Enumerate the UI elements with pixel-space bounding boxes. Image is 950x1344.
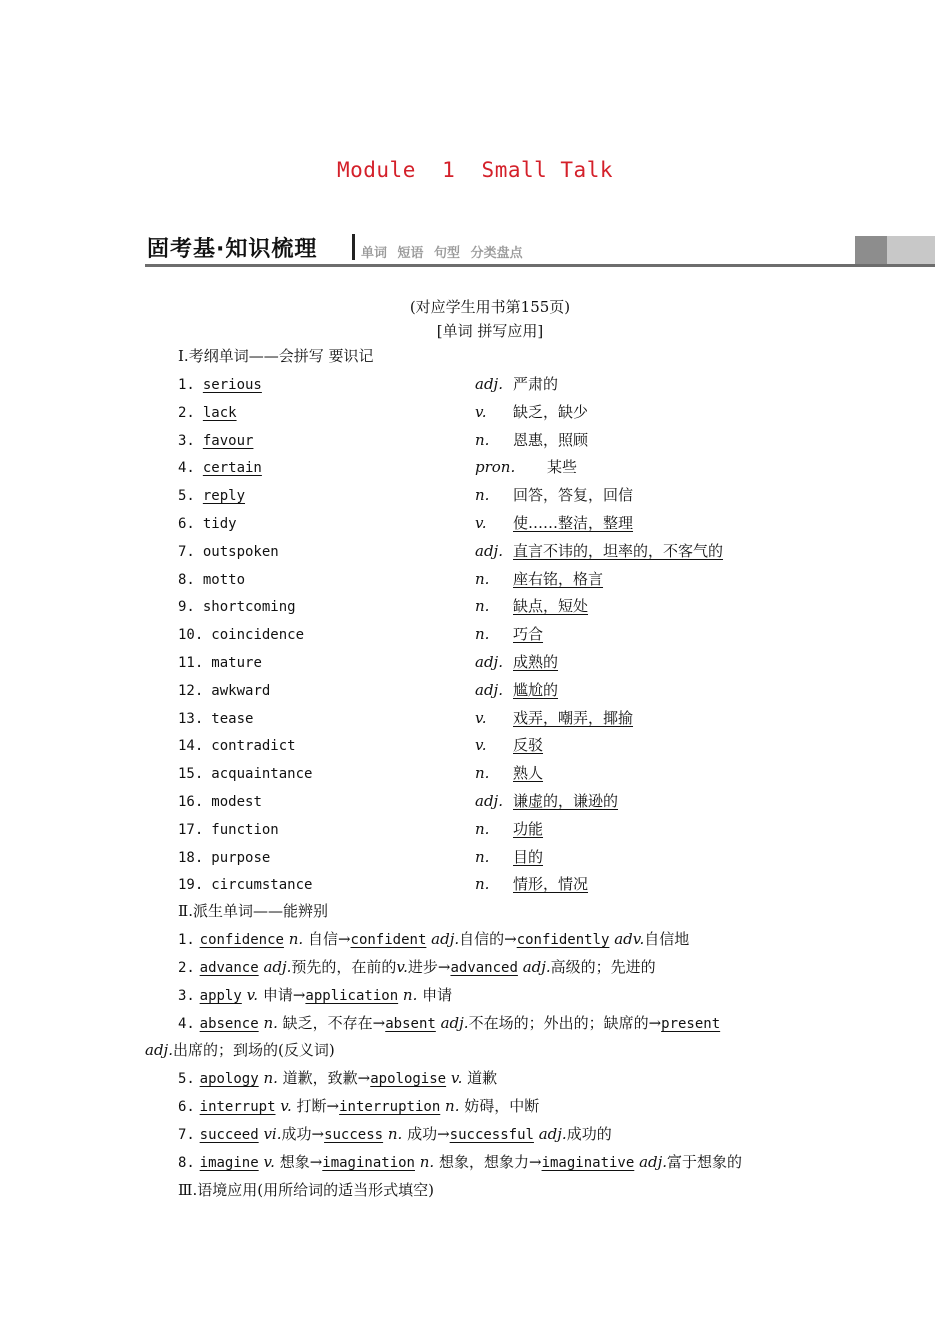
vocab-meaning: 戏弄，嘲弄，揶揄: [513, 708, 634, 727]
vocab-meaning: 某些: [547, 458, 578, 477]
banner-divider: [352, 234, 355, 260]
vocab-pos: n.: [475, 597, 490, 616]
derived-word: successful: [449, 1127, 534, 1143]
vocab-meaning: 恩惠，照顾: [513, 430, 589, 449]
vocab-pos: adj.: [475, 680, 503, 699]
derived-word: application: [305, 988, 399, 1004]
vocab-pos: n.: [475, 847, 490, 866]
vocab-word: function: [211, 821, 279, 838]
vocab-word: shortcoming: [202, 599, 296, 616]
vocab-item: [178, 817, 878, 841]
vocab-meaning: 缺乏，缺少: [513, 402, 589, 421]
vocab-item: [178, 567, 878, 591]
page-reference: (对应学生用书第155页): [409, 298, 571, 316]
vocab-meaning: 使……整洁，整理: [513, 514, 634, 532]
derived-word: advanced: [450, 960, 518, 976]
derived-word: confidence: [199, 932, 284, 948]
vocab-meaning: 功能: [513, 819, 544, 838]
vocab-number: 10.: [178, 627, 204, 644]
vocab-pos: n.: [475, 764, 490, 783]
vocab-pos: n.: [475, 569, 490, 588]
vocab-item: [178, 622, 878, 646]
vocab-word: modest: [211, 794, 262, 810]
banner-block-light: [887, 236, 935, 264]
vocab-number: 2.: [178, 404, 195, 421]
derived-word: apply: [199, 988, 242, 1004]
subsection-title: [单词 拼写应用]: [436, 322, 544, 340]
derived-word: imagination: [322, 1155, 415, 1171]
derived-word: imagine: [199, 1155, 259, 1171]
banner-subtitle: 单词 短语 句型 分类盘点: [361, 246, 523, 261]
vocab-item: [178, 455, 878, 479]
vocab-word: lack: [202, 404, 237, 421]
vocab-number: 7.: [178, 543, 195, 560]
vocab-number: 14.: [178, 738, 204, 755]
derived-line-2: 2. advance adj.预先的，在前的v.进步→advanced adj.高级的；先进的: [178, 958, 656, 976]
derived-word: interruption: [339, 1099, 441, 1115]
vocab-meaning: 直言不讳的，坦率的，不客气的: [513, 541, 724, 560]
vocab-meaning: 成熟的: [513, 653, 559, 671]
vocab-meaning: 熟人: [513, 764, 544, 783]
vocab-word: motto: [202, 571, 246, 588]
derived-line-4-cont: adj.出席的；到场的(反义词): [145, 1041, 335, 1059]
vocab-word: acquaintance: [211, 766, 313, 783]
banner-title: 固考基·知识梳理: [147, 237, 318, 262]
vocab-number: 3.: [178, 432, 195, 449]
vocab-number: 19.: [178, 877, 204, 894]
section1-heading: Ⅰ.考纲单词——会拼写 要识记: [178, 347, 374, 365]
page-title: Module 1 Small Talk: [336, 158, 613, 182]
vocab-word: coincidence: [211, 627, 305, 644]
vocab-item: [178, 678, 878, 702]
vocab-pos: pron.: [475, 458, 516, 477]
derived-line-5: 5. apology n. 道歉，致歉→apologise v. 道歉: [178, 1069, 498, 1087]
vocab-pos: adj.: [475, 653, 503, 671]
vocab-item: [178, 650, 878, 674]
vocab-item: [178, 761, 878, 785]
derived-line-8: 8. imagine v. 想象→imagination n. 想象，想象力→imaginative adj.富于想象的: [178, 1153, 743, 1171]
vocab-word: favour: [202, 432, 254, 449]
vocab-number: 15.: [178, 766, 204, 783]
vocab-pos: v.: [475, 736, 487, 755]
vocab-pos: n.: [475, 819, 490, 838]
vocab-item: [178, 372, 878, 396]
vocab-pos: n.: [475, 430, 490, 449]
vocab-word: mature: [211, 655, 262, 671]
vocab-word: certain: [202, 460, 262, 477]
vocab-word: awkward: [211, 682, 271, 699]
vocab-meaning: 尴尬的: [513, 680, 559, 699]
vocab-meaning: 谦虚的，谦逊的: [513, 792, 619, 810]
derived-word: success: [324, 1127, 384, 1143]
vocab-number: 17.: [178, 821, 204, 838]
vocab-word: circumstance: [211, 877, 313, 894]
vocab-item: [178, 845, 878, 869]
vocab-pos: v.: [475, 402, 487, 421]
derived-line-4: 4. absence n. 缺乏，不存在→absent adj.不在场的；外出的；缺席的→present: [178, 1014, 721, 1032]
section3-heading: Ⅲ.语境应用(用所给词的适当形式填空): [178, 1181, 434, 1199]
vocab-item: [178, 733, 878, 757]
vocab-number: 9.: [178, 599, 195, 616]
section2-heading: Ⅱ.派生单词——能辨别: [178, 902, 328, 920]
vocab-meaning: 情形，情况: [513, 875, 589, 894]
vocab-meaning: 回答，答复，回信: [513, 486, 634, 505]
vocab-pos: n.: [475, 875, 490, 894]
vocab-item: [178, 400, 878, 424]
derived-word: interrupt: [199, 1099, 276, 1115]
vocab-number: 16.: [178, 794, 204, 810]
vocab-item: [178, 483, 878, 507]
vocab-pos: adj.: [475, 541, 503, 560]
vocab-item: [178, 428, 878, 452]
vocab-meaning: 缺点，短处: [513, 597, 589, 616]
derived-word: apologise: [370, 1071, 447, 1087]
derived-line-3: 3. apply v. 申请→application n. 申请: [178, 986, 453, 1004]
derived-word: imaginative: [541, 1155, 635, 1171]
vocab-meaning: 巧合: [513, 625, 544, 644]
vocab-word: purpose: [211, 849, 271, 866]
vocab-word: outspoken: [202, 543, 279, 560]
derived-word: advance: [199, 960, 259, 976]
derived-word: present: [661, 1016, 721, 1032]
vocab-number: 1.: [178, 377, 195, 393]
vocab-pos: v.: [475, 708, 487, 727]
vocab-word: reply: [202, 488, 246, 505]
derived-word: confident: [350, 932, 427, 948]
derived-word: absence: [199, 1016, 259, 1032]
vocab-meaning: 座右铭，格言: [513, 569, 604, 588]
vocab-meaning: 目的: [513, 847, 544, 866]
derived-word: succeed: [199, 1127, 259, 1143]
vocab-number: 4.: [178, 460, 195, 477]
vocab-word: tease: [211, 710, 254, 727]
derived-line-7: 7. succeed vi.成功→success n. 成功→successful adj.成功的: [178, 1125, 612, 1143]
derived-line-6: 6. interrupt v. 打断→interruption n. 妨碍，中断: [178, 1097, 540, 1115]
derived-word: confidently: [516, 932, 610, 948]
vocab-pos: v.: [475, 514, 487, 532]
vocab-item: [178, 539, 878, 563]
derived-word: absent: [385, 1016, 436, 1032]
banner-rule: [145, 264, 935, 267]
vocab-word: serious: [202, 377, 262, 393]
vocab-pos: n.: [475, 486, 490, 505]
vocab-item: [178, 511, 878, 535]
vocab-number: 12.: [178, 682, 204, 699]
vocab-number: 6.: [178, 516, 195, 532]
vocab-number: 8.: [178, 571, 195, 588]
vocab-number: 18.: [178, 849, 204, 866]
derived-line-1: 1. confidence n. 自信→confident adj.自信的→confidently adv.自信地: [178, 930, 690, 948]
vocab-item: [178, 872, 878, 896]
section-banner: [145, 232, 935, 268]
vocab-pos: adj.: [475, 375, 503, 393]
vocab-item: [178, 706, 878, 730]
vocab-item: [178, 789, 878, 813]
vocab-pos: adj.: [475, 792, 503, 810]
banner-block-dark: [855, 236, 887, 264]
vocab-word: contradict: [211, 738, 296, 755]
vocab-meaning: 严肃的: [513, 375, 559, 393]
derived-word: apology: [199, 1071, 259, 1087]
vocab-number: 5.: [178, 488, 195, 505]
vocab-item: [178, 594, 878, 618]
vocab-number: 11.: [178, 655, 204, 671]
vocab-number: 13.: [178, 710, 204, 727]
vocab-word: tidy: [202, 516, 237, 532]
vocab-pos: n.: [475, 625, 490, 644]
vocab-meaning: 反驳: [513, 736, 544, 755]
